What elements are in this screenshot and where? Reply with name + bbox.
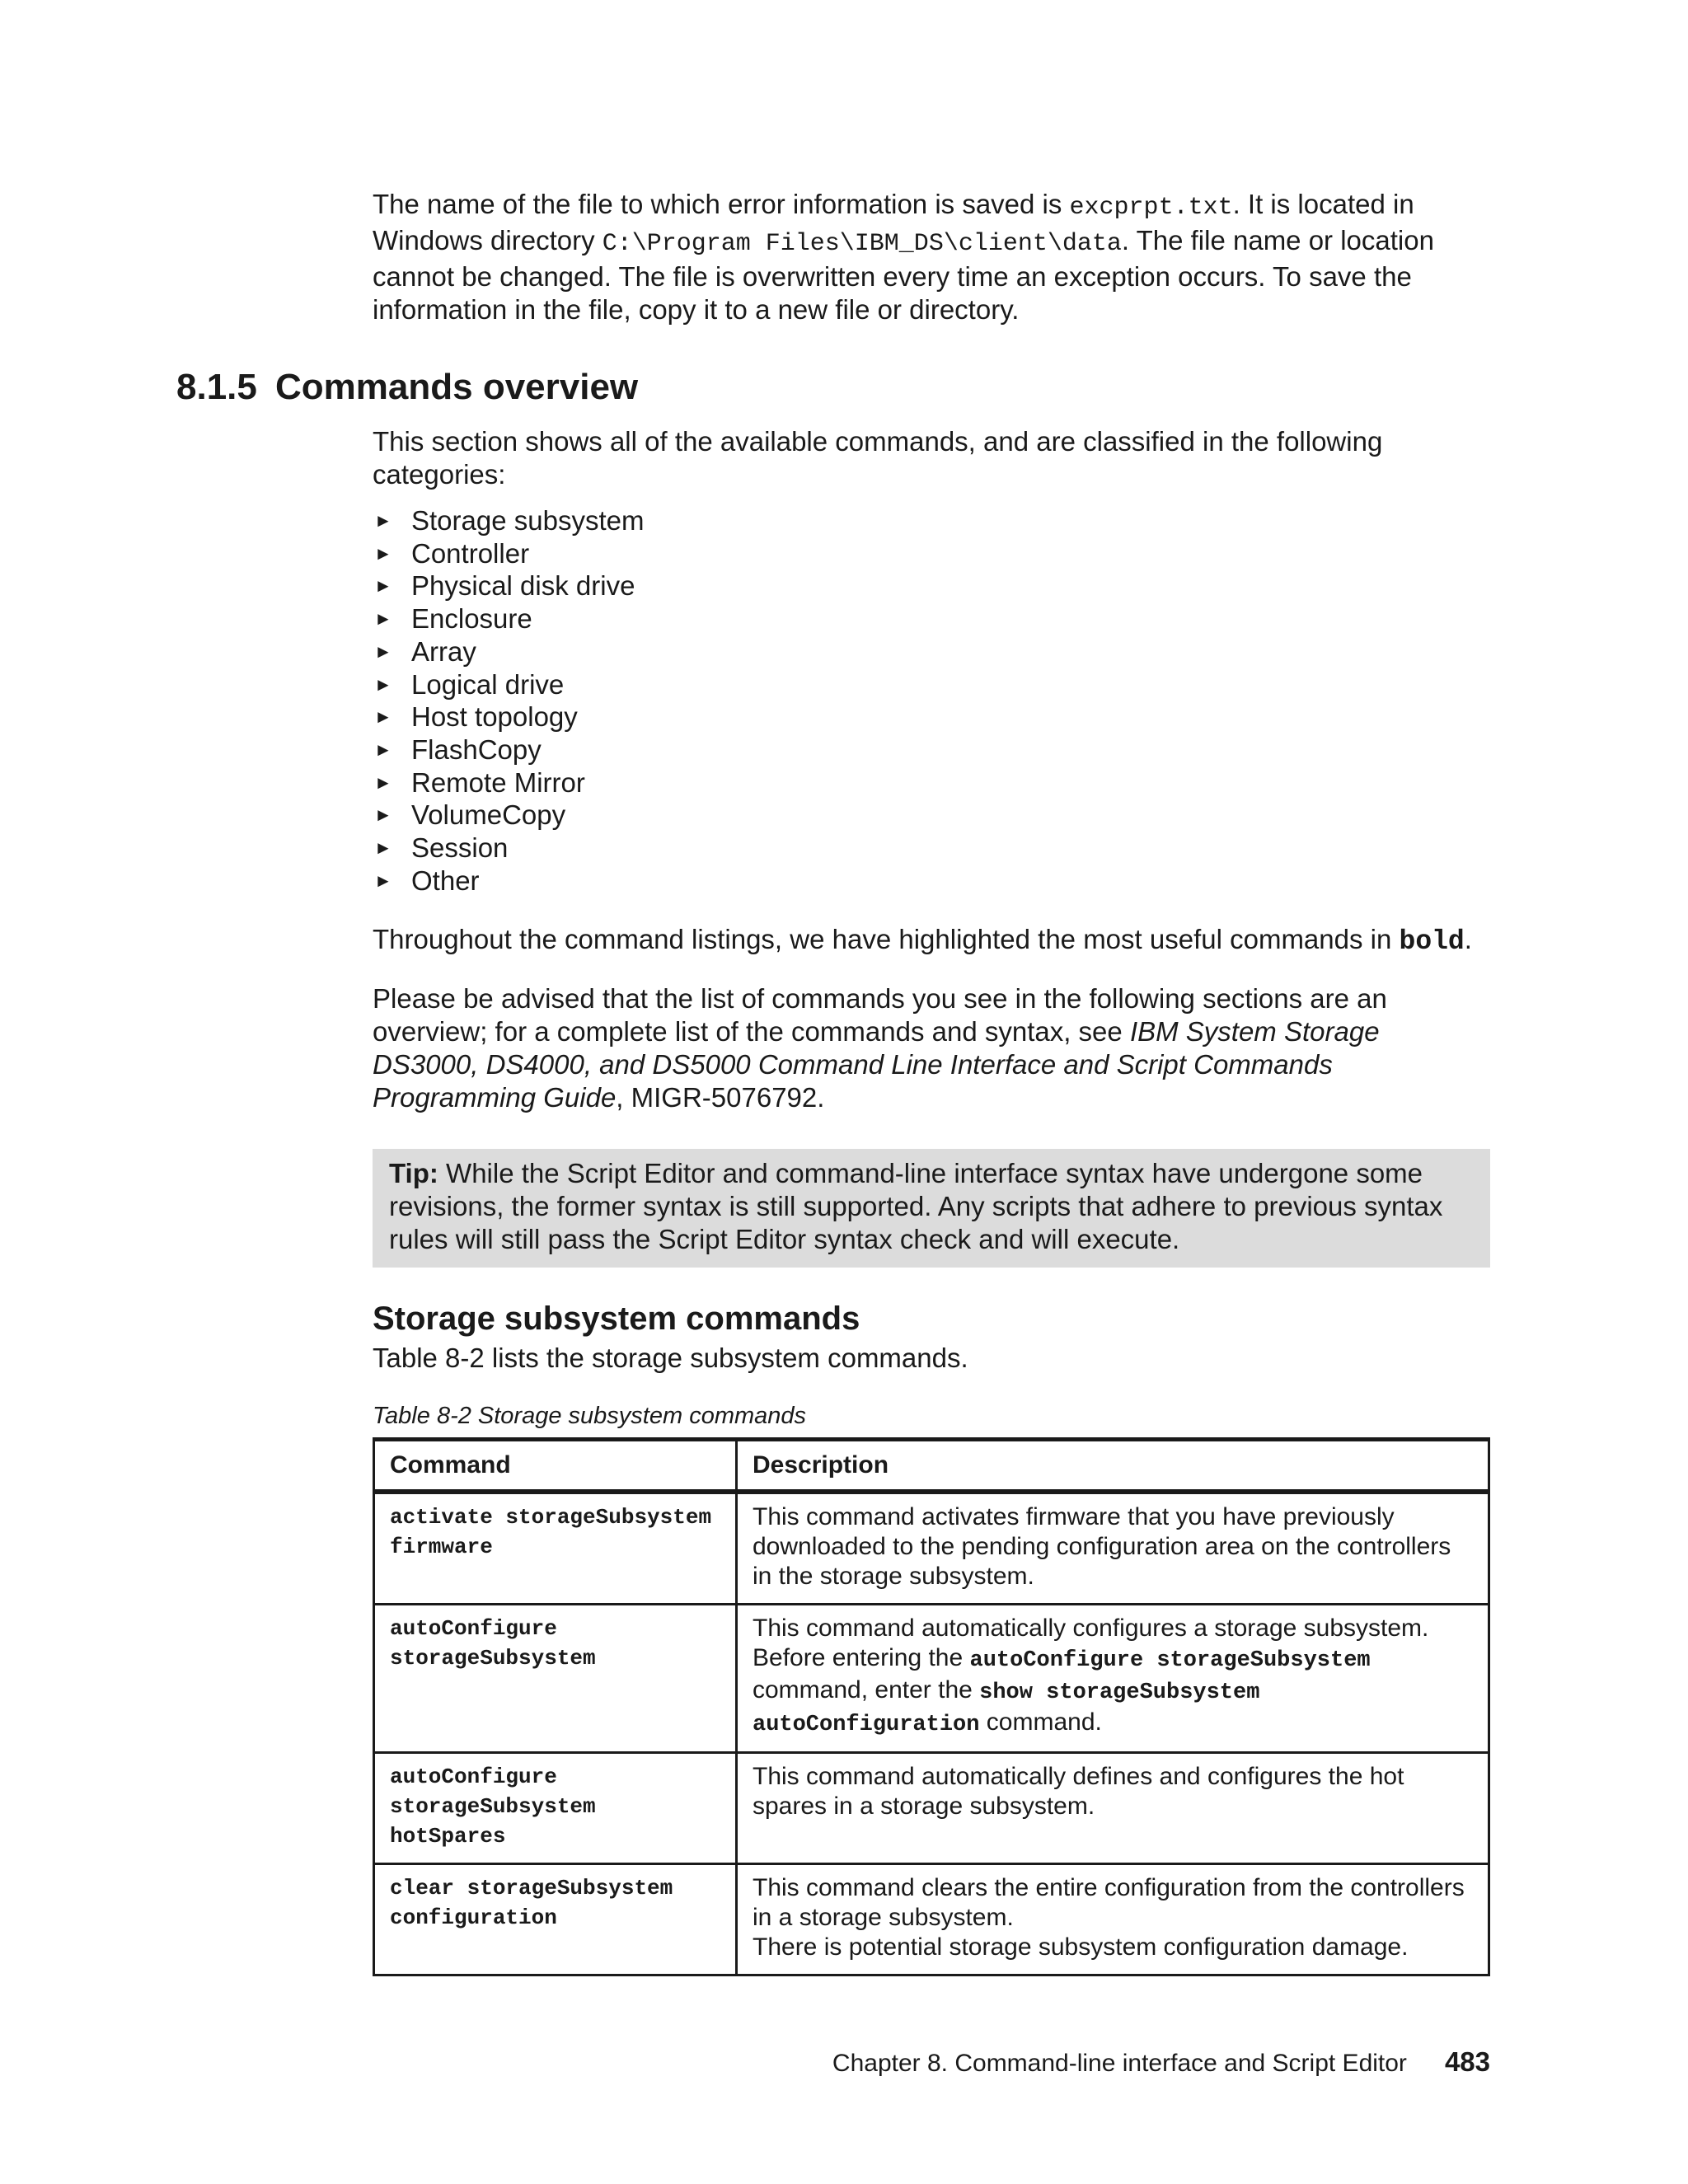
table-header-row [374,1440,1489,1493]
command-cell [374,1864,737,1975]
bullet-arrow-icon: ► [374,640,392,662]
bullet-arrow-icon: ► [374,869,392,891]
windows-directory-path: C:\Program Files\IBM_DS\client\data [602,230,1122,258]
list-item-label: FlashCopy [411,733,542,765]
bold-keyword: bold [1399,926,1465,957]
guide-title: IBM System Storage DS3000, DS4000, and DS5000 Command Line Interface and Script Commands Programming Guide [373,1016,1380,1113]
footer-chapter: Chapter 8. Command-line interface and Script Editor [832,2050,1407,2077]
command-cell [374,1753,737,1864]
description-text: This command automatically configures a storage subsystem. Before entering the [753,1615,1429,1671]
description-cell: This command automatically defines and configures the hot spares in a storage subsystem. [737,1753,1489,1864]
intro-paragraph [373,188,1492,326]
page-number: 483 [1444,2046,1490,2077]
description-line-2: There is potential storage subsystem configuration damage. [753,1933,1409,1961]
bullet-arrow-icon: ► [374,542,392,564]
command-line-1: autoConfigure [390,1616,557,1641]
list-item-label: VolumeCopy [411,799,566,831]
list-item-label: Physical disk drive [411,570,635,602]
list-item [373,602,1492,635]
list-item [373,668,1492,701]
command-cell [374,1605,737,1753]
advice-end: , MIGR-5076792. [616,1082,825,1113]
list-item-label: Remote Mirror [411,766,585,798]
category-list [373,504,1492,897]
description-text: command. [979,1708,1102,1736]
table-row [374,1864,1489,1975]
tip-label: Tip: [389,1158,438,1188]
description-cell [737,1605,1489,1753]
command-line-2: configuration [390,1905,557,1930]
list-item [373,766,1492,799]
advice-text: Please be advised that the list of commands you see in the following sections are an overview; for a complete list of the commands and syntax, see [373,983,1387,1047]
list-item [373,832,1492,865]
header-description: Description [737,1440,1489,1493]
highlight-note-end: . [1464,924,1472,954]
table-row [374,1753,1489,1864]
tip-text: While the Script Editor and command-line interface syntax have undergone some revisions, the former syntax is still supported. Any scripts that adhere to previous syntax rules will still pass the Script Editor syntax check and will execute. [389,1158,1443,1254]
intro-text-3: . The file name or location cannot be changed. The file is overwritten every time an exception occurs. To save the information in the file, copy it to a new file or directory. [373,225,1434,325]
list-item [373,635,1492,668]
list-item-label: Logical drive [411,668,565,700]
list-item-label: Host topology [411,701,578,733]
bullet-arrow-icon: ► [374,575,392,597]
table-row [374,1605,1489,1753]
list-item-label: Enclosure [411,603,532,635]
command-line-1: autoConfigure [390,1765,557,1789]
list-item-label: Storage subsystem [411,505,645,536]
bullet-arrow-icon: ► [374,510,392,531]
table-caption: Table 8-2 Storage subsystem commands [373,1403,807,1429]
inline-command: autoConfigure storageSubsystem [969,1648,1371,1673]
description-cell: This command activates firmware that you have previously downloaded to the pending configuration area on the controllers in the storage subsystem. [737,1492,1489,1605]
error-file-name: excprpt.txt [1069,194,1233,222]
subsection-heading: Storage subsystem commands [373,1301,860,1337]
command-line-1: activate storageSubsystem [390,1505,712,1530]
subsection-lead: Table 8-2 lists the storage subsystem commands. [373,1343,968,1373]
section-heading [176,366,638,409]
list-item [373,701,1492,733]
section-lead-paragraph: This section shows all of the available commands, and are classified in the following categories: [373,426,1383,490]
description-cell [737,1864,1489,1975]
list-item [373,865,1492,898]
list-item-label: Other [411,865,480,896]
header-command: Command [374,1440,737,1493]
command-line-2: storageSubsystem [390,1646,596,1671]
bullet-arrow-icon: ► [374,608,392,630]
bullet-arrow-icon: ► [374,804,392,826]
inline-command: show storageSubsystem autoConfiguration [753,1680,1260,1737]
intro-text-1: The name of the file to which error information is saved is [373,189,1070,219]
list-item [373,537,1492,570]
command-cell [374,1492,737,1605]
list-item [373,799,1492,832]
command-line-2: storageSubsystem hotSpares [390,1794,596,1849]
bullet-arrow-icon: ► [374,738,392,760]
highlight-note-text: Throughout the command listings, we have highlighted the most useful commands in [373,924,1400,954]
description-text: command, enter the [753,1676,980,1704]
tip-paragraph [389,1157,1474,1256]
description-line-1: This command clears the entire configuration from the controllers in a storage subsystem. [753,1874,1465,1931]
intro-text-2: . It is located in Windows directory [373,189,1414,255]
bullet-arrow-icon: ► [374,673,392,695]
list-item-label: Session [411,832,509,864]
highlight-note-paragraph [373,923,1492,958]
bullet-arrow-icon: ► [374,837,392,859]
page-footer [832,2046,1490,2080]
list-item [373,504,1492,537]
section-title: Commands overview [275,367,639,407]
bullet-arrow-icon: ► [374,771,392,793]
command-line-2: firmware [390,1535,493,1559]
list-item [373,569,1492,602]
list-item-label: Array [411,635,476,667]
list-item-label: Controller [411,537,530,569]
table-row [374,1492,1489,1605]
command-line-1: clear storageSubsystem [390,1876,673,1900]
advice-paragraph [373,982,1492,1114]
section-number: 8.1.5 [176,367,257,407]
bullet-arrow-icon: ► [374,706,392,728]
tip-box [373,1149,1490,1268]
commands-table [373,1437,1490,1976]
list-item [373,733,1492,766]
